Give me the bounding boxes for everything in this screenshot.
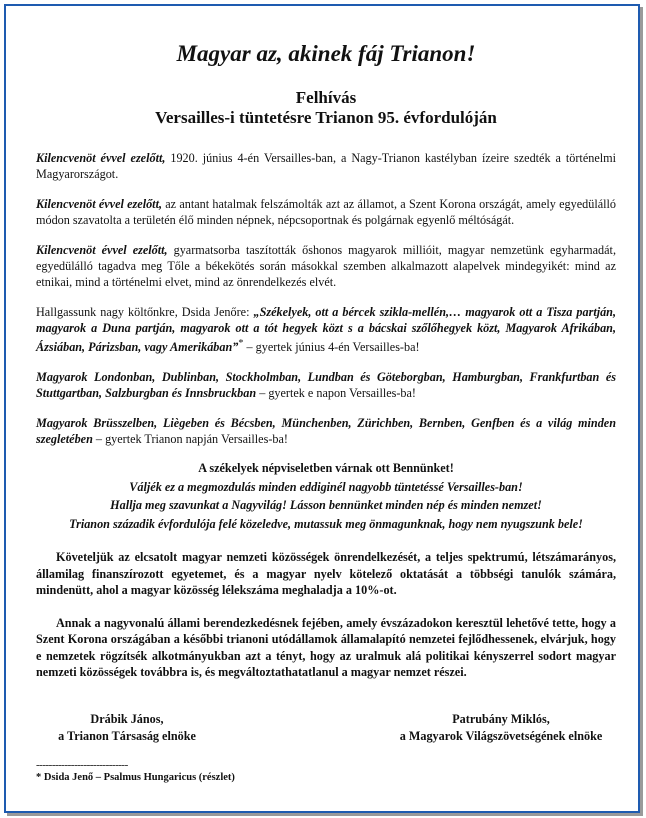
signature-name: Patrubány Miklós, bbox=[452, 711, 550, 726]
call-line: A székelyek népviseletben várnak ott Bennünket! bbox=[198, 461, 454, 476]
poem-intro: Hallgassunk nagy költőnkre, Dsida Jenőre: bbox=[36, 305, 254, 319]
poem-outro: – gyertek június 4-én Versailles-ba! bbox=[243, 340, 420, 355]
footnote-divider: ----------------------------- bbox=[36, 758, 128, 771]
paragraph-1 bbox=[36, 150, 616, 182]
demand-paragraph-2: Annak a nagyvonalú állami berendezkedésnek fejében, amely évszázadokon keresztül lehetővé tette, hogy a Szent Korona országában a későbbi trianoni utódállamok államalapító nemzetei fejlődhessenek, elvárjuk, hogy e nemzetek rögzítsék alkotmányukban azt a tényt, hogy az uralmuk alá politikai kényszerrel sodort magyar nemzeti közösségek továbbra is, és megváltoztathatatlanul a magyar nemzet részei. bbox=[36, 615, 616, 680]
paragraph-text: gyarmatsorba taszították őshonos magyarok millióit, magyar nemzetünk egyharmadát, egyedülálló tagadva meg Tőle a békekötés során másokkal szemben alkalmazott alapelvek mindegyikét: mind az etnikai, mind a történelmi elvet, mind az önrendelkezés elvét. bbox=[36, 243, 616, 289]
page-title: Magyar az, akinek fáj Trianon! bbox=[176, 41, 476, 66]
call-line: Hallja meg szavunkat a Nagyvilág! Lásson bennünket minden nép és minden nemzet! bbox=[110, 498, 542, 513]
paragraph-3 bbox=[36, 242, 616, 290]
call-line: Váljék ez a megmozdulás minden eddiginél nagyobb tüntetéssé Versailles-ban! bbox=[129, 479, 523, 494]
call-line: Trianon századik évfordulója felé közeledve, mutassuk meg önmagunknak, hogy nem nyugszunk bele! bbox=[69, 516, 583, 531]
call-block bbox=[36, 459, 616, 533]
cities-list: Magyarok Brüsszelben, Liègeben és Bécsben, Münchenben, Zürichben, Bernben, Genfben és a világ minden szegletében bbox=[36, 416, 616, 447]
signature-name: Drábik János, bbox=[90, 711, 164, 726]
signatures bbox=[36, 711, 616, 745]
footnote: * Dsida Jenő – Psalmus Hungaricus (részlet) bbox=[36, 771, 235, 783]
paragraph-text: 1920. június 4-én Versailles-ban, a Nagy-Trianon kastélyban ízeire szedték a történelmi Magyarországot. bbox=[36, 151, 616, 181]
signature-role: a Trianon Társaság elnöke bbox=[58, 728, 196, 743]
cities-paragraph-1 bbox=[36, 369, 616, 401]
document-frame bbox=[4, 4, 640, 813]
paragraph-lead: Kilencvenöt évvel ezelőtt, bbox=[36, 151, 166, 165]
poem-quote: „Székelyek, ott a bércek szikla-mellén,… magyarok ott a Tisza partján, magyarok a Duna partján, magyarok ott a tót hegyek közt s a bácskai szőlőhegyek közt, Magyarok Afrikában, Ázsiában, Párizsban, vagy Amerikában” bbox=[36, 305, 617, 355]
paragraph-text: az antant hatalmak felszámolták azt az államot, a Szent Korona országát, amely egyedülálló módon szavatolta a területén élő minden népnek, népcsoportnak és polgárnak egyenlő méltóságát. bbox=[36, 197, 616, 227]
document-content bbox=[36, 40, 616, 785]
cities-outro: – gyertek Trianon napján Versailles-ba! bbox=[92, 432, 288, 447]
footnote-mark: * bbox=[238, 338, 244, 349]
paragraph-lead: Kilencvenöt évvel ezelőtt, bbox=[36, 197, 162, 211]
subheading: Versailles-i tüntetésre Trianon 95. évfordulóján bbox=[155, 108, 497, 127]
poem-paragraph bbox=[36, 304, 616, 355]
heading: Felhívás bbox=[295, 88, 357, 107]
signature-role: a Magyarok Világszövetségének elnöke bbox=[399, 728, 603, 743]
signature-left bbox=[42, 711, 212, 745]
cities-outro: – gyertek e napon Versailles-ba! bbox=[256, 386, 416, 401]
paragraph-lead: Kilencvenöt évvel ezelőtt, bbox=[36, 243, 168, 257]
paragraph-2 bbox=[36, 196, 616, 228]
demand-paragraph-1: Követeljük az elcsatolt magyar nemzeti közösségek önrendelkezését, a teljes spektrumú, létszámarányos, államilag finanszírozott egyetemet, és a magyar nyelv kötelező oktatását a többségi tanulók számára, mindenütt, ahol a magyar közösség lélekszáma meghaladja a 10%-ot. bbox=[36, 550, 616, 598]
signature-right bbox=[386, 711, 616, 745]
cities-list: Magyarok Londonban, Dublinban, Stockholmban, Lundban és Göteborgban, Hamburgban, Frankfurtban és Stuttgartban, Salzburgban és Innsbruckban bbox=[36, 370, 616, 401]
cities-paragraph-2 bbox=[36, 415, 616, 447]
